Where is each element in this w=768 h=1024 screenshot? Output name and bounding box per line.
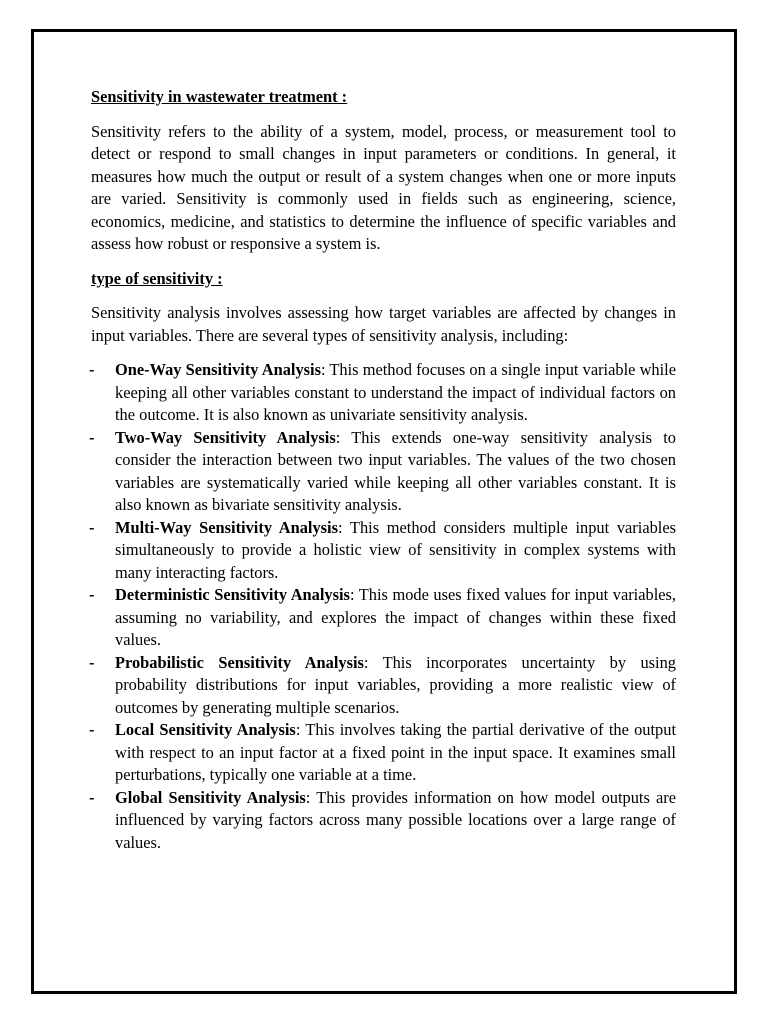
list-item [91,787,676,855]
list-item-text: : This incorporates uncertainty by using probability distributions for input variables, providing a more realistic view of outcomes by generating multiple scenarios. [115,652,677,717]
list-item-term: Probabilistic Sensitivity Analysis [115,652,364,672]
list-item-text: : This provides information on how model outputs are influenced by varying factors across many possible locations over a large range of values. [115,787,676,852]
document-body [91,86,676,854]
list-item-text: : This extends one-way sensitivity analysis to consider the interaction between two input variables. The values of the two chosen variables are systematically varied while keeping all other variables constant. It is also known as bivariate sensitivity analysis. [115,427,676,514]
intro-paragraph: Sensitivity refers to the ability of a system, model, process, or measurement tool to detect or respond to small changes in input parameters or conditions. In general, it measures how much the output or result of a system changes when one or more inputs are varied. Sensitivity is commonly used in fields such as engineering, science, economics, medicine, and statistics to determine the influence of specific variables and assess how robust or responsive a system is. [91,121,676,253]
list-item-term: Deterministic Sensitivity Analysis [115,585,350,604]
list-item-term: Local Sensitivity Analysis [115,720,296,739]
list-item-term: Multi-Way Sensitivity Analysis [115,517,338,537]
list-item-text: : This involves taking the partial derivative of the output with respect to an input factor at a fixed point in the input space. It examines small perturbations, typically one variable at a time. [115,720,676,784]
bullet-dash: - [89,427,95,447]
list-item [91,427,676,517]
list-item-term: One-Way Sensitivity Analysis [115,360,321,379]
section-heading-sensitivity: Sensitivity in wastewater treatment : [91,87,348,106]
bullet-dash: - [89,652,95,672]
bullet-dash: - [89,585,95,604]
list-item [91,584,676,652]
list-item [91,517,676,585]
list-item [91,359,676,427]
list-item [91,652,676,720]
bullet-dash: - [89,720,95,739]
list-item-text: : This method focuses on a single input variable while keeping all other variables constant to understand the impact of individual factors on the outcome. It is also known as univariate sensitivity analysis. [115,360,676,424]
list-item-text: : This method considers multiple input variables simultaneously to provide a holistic view of sensitivity in complex systems with many interacting factors. [115,517,676,582]
section-heading-types: type of sensitivity : [91,268,223,288]
list-item [91,719,676,787]
bullet-dash: - [89,787,95,807]
bullet-dash: - [89,360,95,379]
list-item-text: : This mode uses fixed values for input variables, assuming no variability, and explores the impact of changes within these fixed values. [115,585,677,649]
sensitivity-types-list [91,359,676,854]
list-item-term: Two-Way Sensitivity Analysis [115,427,336,447]
types-paragraph: Sensitivity analysis involves assessing how target variables are affected by changes in input variables. There are several types of sensitivity analysis, including: [91,303,676,345]
bullet-dash: - [89,517,95,537]
list-item-term: Global Sensitivity Analysis [115,787,306,807]
